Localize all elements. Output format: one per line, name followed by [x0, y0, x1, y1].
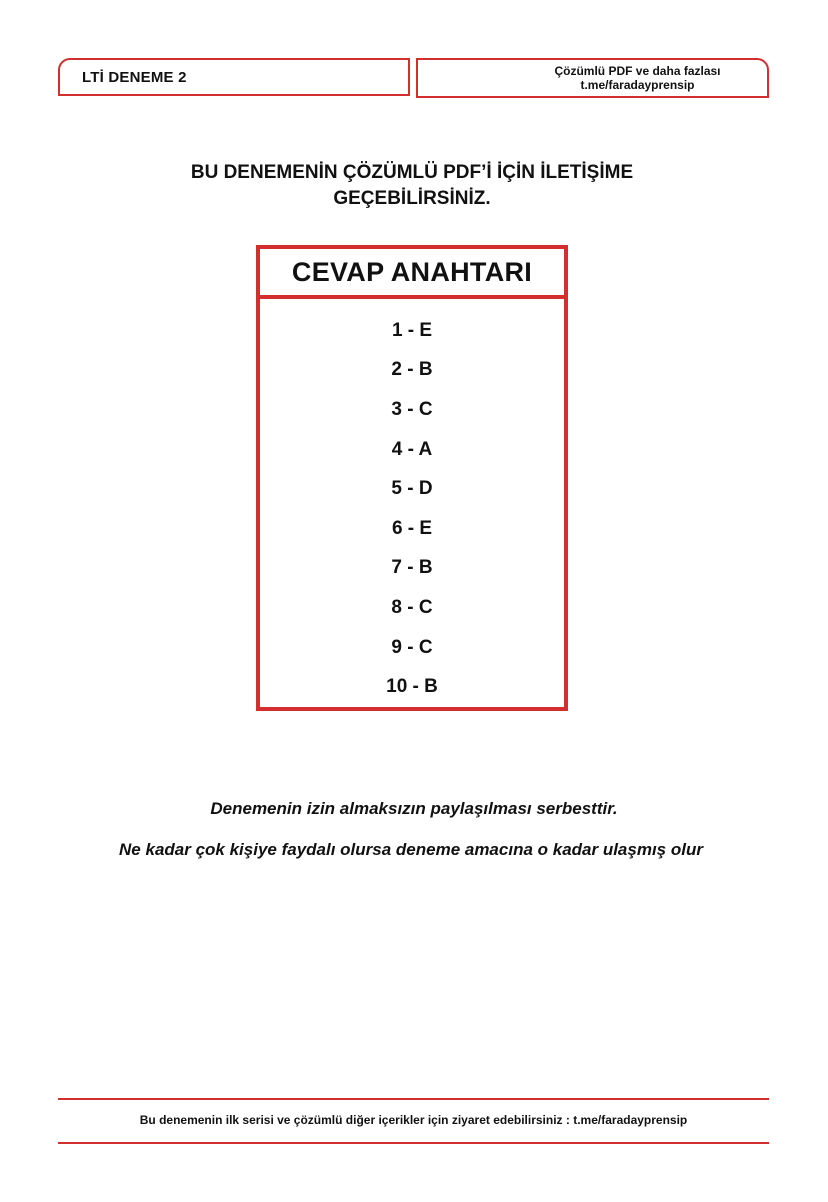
answer-item: 6 - E [391, 517, 433, 539]
footer-divider-bottom [58, 1142, 769, 1144]
answer-item: 3 - C [391, 398, 433, 420]
answer-key-box [256, 245, 568, 711]
header-promo-box [416, 58, 769, 98]
answer-item: 8 - C [391, 596, 433, 618]
answer-item: 2 - B [391, 359, 433, 381]
exam-title: LTİ DENEME 2 [82, 68, 187, 86]
footer-divider-top [58, 1098, 769, 1100]
solution-notice [120, 160, 704, 212]
answer-item: 10 - B [386, 676, 438, 698]
share-purpose-text: Ne kadar çok kişiye faydalı olursa deneme amacına o kadar ulaşmış olur [119, 840, 703, 859]
answer-item: 9 - C [391, 636, 433, 658]
promo-line-1: Çözümlü PDF ve daha fazlası [554, 64, 721, 78]
answer-item: 1 - E [391, 319, 433, 341]
notice-line-1: BU DENEMENİN ÇÖZÜMLÜ PDF’İ İÇİN İLETİŞİME [190, 162, 634, 183]
answer-item: 7 - B [391, 557, 433, 579]
footer-text: Bu denemenin ilk serisi ve çözümlü diğer içerikler için ziyaret edebilirsiniz : t.me/faradayprensip [139, 1113, 688, 1127]
answer-item: 4 - A [391, 438, 433, 460]
answer-list [260, 299, 564, 707]
header-title-box [58, 58, 410, 96]
answer-key-title: CEVAP ANAHTARI [260, 249, 564, 299]
share-permission-text: Denemenin izin almaksızın paylaşılması serbesttir. [210, 799, 618, 818]
promo-link[interactable]: t.me/faradayprensip [580, 78, 695, 92]
notice-line-2: GEÇEBİLİRSİNİZ. [333, 188, 491, 209]
answer-item: 5 - D [391, 478, 433, 500]
